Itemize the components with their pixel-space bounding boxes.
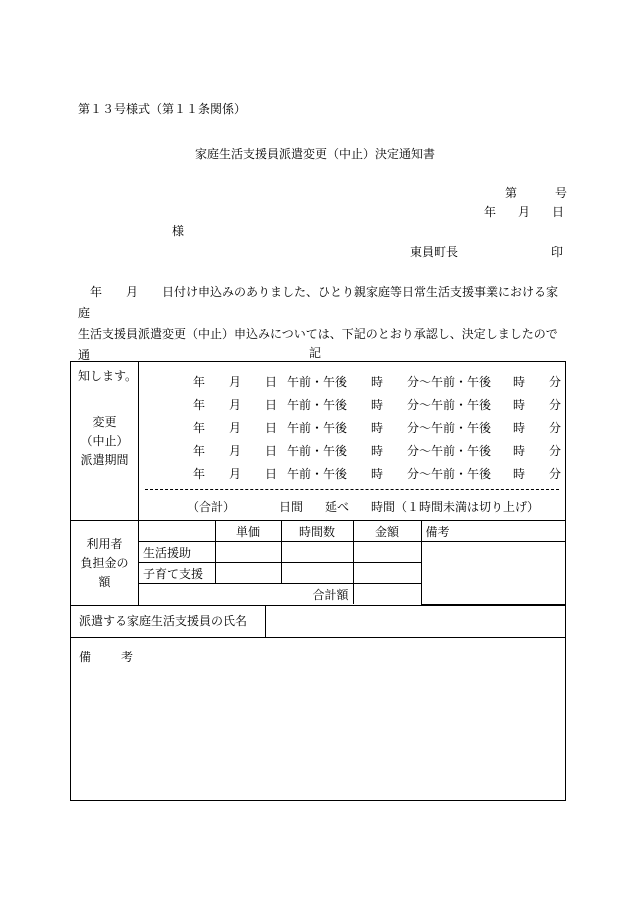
date-year: 年 — [484, 205, 497, 219]
row-hour-end: 時 — [513, 421, 526, 435]
period-label-line: （中止） — [80, 433, 129, 448]
number-dai: 第 — [505, 186, 518, 200]
period-rows — [139, 362, 565, 483]
row-day: 日 — [265, 375, 278, 389]
row-hour-end: 時 — [513, 398, 526, 412]
body-line-2: 生活支援員派遣変更（中止）申込みについては、下記のとおり承認し、決定しましたので通 — [78, 327, 558, 362]
staff-name-row — [71, 606, 566, 638]
fee-header-unit-price: 単価 — [215, 521, 281, 542]
total-days: 日間 — [279, 500, 304, 514]
row-year: 年 — [193, 375, 206, 389]
fee-total-input[interactable] — [353, 584, 421, 605]
remarks-box[interactable] — [71, 638, 566, 801]
fee-input[interactable] — [353, 542, 421, 563]
row-month: 月 — [229, 467, 242, 481]
row-hour: 時 — [371, 444, 384, 458]
document-title: 家庭生活支援員派遣変更（中止）決定通知書 — [194, 147, 435, 161]
row-hour-end: 時 — [513, 467, 526, 481]
row-hour: 時 — [371, 375, 384, 389]
row-month: 月 — [229, 398, 242, 412]
row-hour-end: 時 — [513, 444, 526, 458]
body-line-3: 知します。 — [78, 369, 138, 383]
fee-remarks-input[interactable] — [421, 542, 565, 605]
ki-heading: 記 — [308, 346, 321, 360]
period-label — [71, 362, 139, 521]
row-ampm: 午前・午後 — [287, 375, 348, 389]
number-go: 号 — [555, 186, 568, 200]
fee-label — [71, 521, 139, 606]
row-min-range: 分～午前・午後 — [407, 421, 492, 435]
fee-row — [139, 542, 565, 563]
remarks-label: 考 — [121, 650, 134, 664]
fee-input[interactable] — [281, 542, 353, 563]
body-line-1: 年 月 日付け申込みのありました、ひとり親家庭等日常生活支援事業における家庭 — [78, 285, 559, 320]
row-ampm: 午前・午後 — [287, 444, 348, 458]
period-cell — [139, 362, 566, 521]
row-min-end: 分 — [549, 444, 562, 458]
row-min-end: 分 — [549, 398, 562, 412]
fee-input[interactable] — [353, 563, 421, 584]
recipient-sama: 様 — [172, 224, 185, 238]
row-hour: 時 — [371, 467, 384, 481]
row-month: 月 — [229, 375, 242, 389]
date-month: 月 — [518, 205, 531, 219]
row-month: 月 — [229, 421, 242, 435]
row-day: 日 — [265, 421, 278, 435]
seal-mark: 印 — [551, 245, 564, 259]
row-day: 日 — [265, 467, 278, 481]
form-number: 第１３号様式（第１１条関係） — [78, 102, 247, 116]
fee-header-row — [139, 521, 565, 542]
row-min-range: 分～午前・午後 — [407, 467, 492, 481]
row-min-range: 分～午前・午後 — [407, 444, 492, 458]
row-hour-end: 時 — [513, 375, 526, 389]
period-label-line: 変更 — [92, 414, 117, 429]
fee-header-remarks: 備考 — [421, 521, 565, 542]
fee-input[interactable] — [215, 542, 281, 563]
period-row — [139, 368, 565, 391]
total-hours: 時間（１時間未満は切り上げ） — [371, 500, 540, 514]
fee-table — [139, 521, 565, 605]
fee-header-hours: 時間数 — [281, 521, 353, 542]
total-nobe: 延べ — [325, 500, 350, 514]
row-month: 月 — [229, 444, 242, 458]
row-min-range: 分～午前・午後 — [407, 375, 492, 389]
row-ampm: 午前・午後 — [287, 398, 348, 412]
issuer-name: 東員町長 — [410, 245, 459, 259]
row-min-end: 分 — [549, 467, 562, 481]
remarks-label: 備 — [79, 650, 92, 664]
fee-row-label: 生活援助 — [139, 542, 215, 563]
row-min-range: 分～午前・午後 — [407, 398, 492, 412]
fee-input[interactable] — [215, 563, 281, 584]
row-day: 日 — [265, 398, 278, 412]
row-ampm: 午前・午後 — [287, 467, 348, 481]
row-year: 年 — [193, 398, 206, 412]
row-hour: 時 — [371, 421, 384, 435]
period-row — [139, 414, 565, 437]
period-total-row — [139, 490, 565, 520]
fee-row-label: 子育て支援 — [139, 563, 215, 584]
fee-label-line: 額 — [98, 574, 111, 589]
fee-input[interactable] — [281, 563, 353, 584]
row-ampm: 午前・午後 — [287, 421, 348, 435]
staff-name-input[interactable] — [266, 606, 565, 637]
period-row — [139, 391, 565, 414]
period-label-line: 派遣期間 — [80, 452, 129, 467]
fee-total-label: 合計額 — [139, 584, 353, 605]
fee-label-line: 負担金の — [80, 555, 129, 570]
row-min-end: 分 — [549, 375, 562, 389]
date-day: 日 — [552, 205, 565, 219]
row-min-end: 分 — [549, 421, 562, 435]
row-year: 年 — [193, 467, 206, 481]
row-year: 年 — [193, 444, 206, 458]
fee-header-amount: 金額 — [353, 521, 421, 542]
form-table — [70, 361, 566, 801]
row-year: 年 — [193, 421, 206, 435]
period-row — [139, 460, 565, 483]
row-day: 日 — [265, 444, 278, 458]
fee-cell — [139, 521, 566, 606]
period-row — [139, 437, 565, 460]
staff-name-label: 派遣する家庭生活支援員の氏名 — [71, 606, 266, 637]
fee-header-blank — [139, 521, 215, 542]
row-hour: 時 — [371, 398, 384, 412]
fee-label-line: 利用者 — [86, 536, 123, 551]
total-label: （合計） — [187, 500, 236, 514]
